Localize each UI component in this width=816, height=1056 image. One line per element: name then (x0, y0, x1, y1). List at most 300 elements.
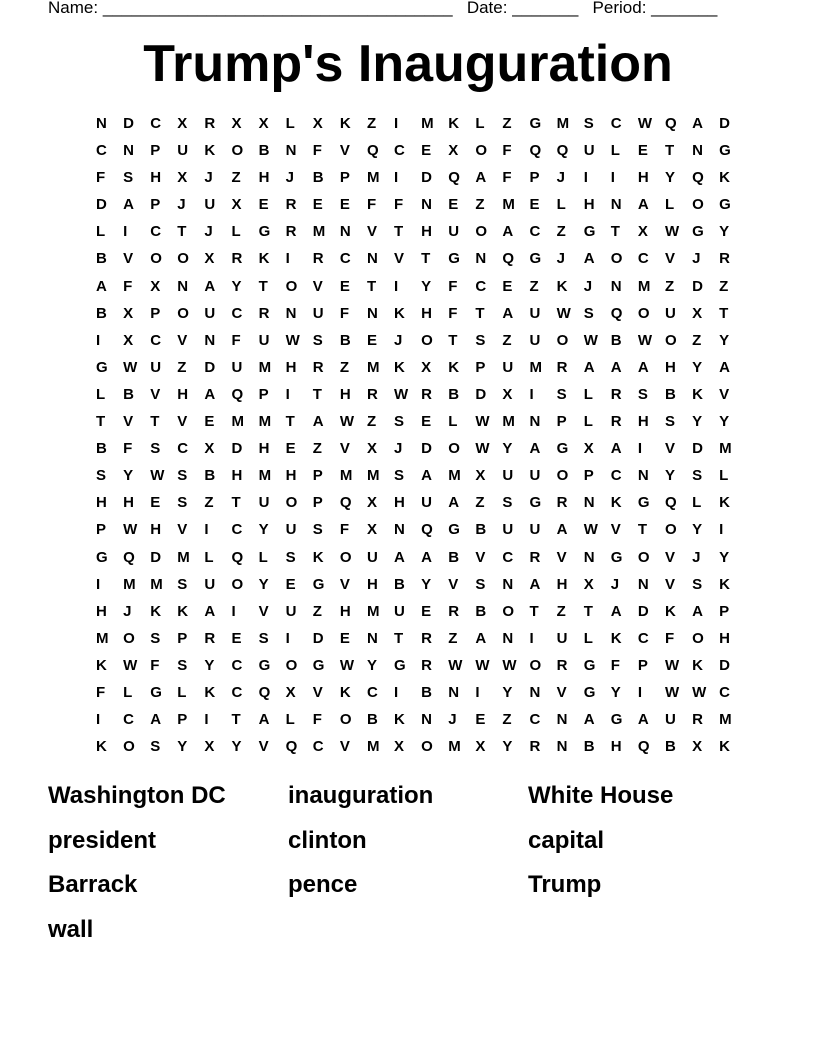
grid-letter: X (231, 115, 242, 132)
grid-letter: U (421, 494, 432, 512)
grid-letter: B (312, 169, 324, 187)
grid-letter: G (529, 115, 542, 132)
grid-letter: E (231, 629, 242, 647)
grid-letter: S (150, 440, 161, 458)
grid-letter: C (231, 683, 243, 701)
grid-letter: O (502, 602, 515, 620)
grid-letter: R (366, 385, 378, 403)
grid-letter: F (312, 142, 322, 160)
grid-letter: B (664, 385, 676, 403)
grid-letter: H (637, 169, 649, 187)
grid-letter: T (719, 304, 729, 322)
grid-letter: X (150, 277, 161, 295)
grid-letter: J (285, 169, 294, 187)
grid-letter: Z (204, 494, 214, 512)
grid-letter: H (258, 440, 270, 458)
grid-letter: P (529, 169, 540, 187)
grid-letter: G (637, 494, 650, 512)
grid-letter: S (177, 494, 188, 512)
grid-letter: K (719, 494, 730, 512)
grid-letter: T (231, 494, 241, 512)
grid-letter: O (177, 304, 189, 322)
grid-letter: I (394, 115, 399, 132)
grid-letter: S (177, 656, 188, 674)
grid-letter: Q (448, 169, 460, 187)
grid-letter: S (583, 304, 594, 322)
grid-letter: D (719, 115, 730, 132)
grid-letter: Q (231, 385, 244, 403)
grid-letter: Z (366, 115, 377, 132)
grid-letter: J (556, 169, 565, 187)
grid-letter: I (285, 385, 290, 403)
grid-letter: X (177, 169, 188, 187)
grid-letter: W (475, 656, 490, 674)
grid-letter: I (394, 277, 399, 295)
grid-letter: A (556, 521, 568, 539)
grid-letter: K (719, 169, 730, 187)
grid-letter: O (285, 494, 298, 512)
grid-letter: X (312, 115, 323, 132)
grid-letter: X (285, 683, 296, 701)
grid-letter: G (448, 521, 460, 539)
grid-letter: Y (231, 277, 242, 295)
grid-letter: Y (177, 738, 188, 756)
grid-letter: V (719, 385, 730, 403)
grid-letter: P (96, 521, 107, 539)
grid-letter: S (692, 467, 703, 485)
grid-letter: O (448, 440, 460, 458)
grid-letter: S (637, 385, 648, 403)
grid-letter: E (366, 331, 377, 349)
grid-letter: G (583, 656, 596, 674)
grid-letter: D (692, 440, 703, 458)
grid-letter: M (312, 223, 326, 241)
grid-letter: O (692, 196, 704, 214)
grid-letter: E (421, 413, 432, 431)
grid-letter: K (339, 683, 351, 701)
grid-letter: R (610, 413, 622, 431)
grid-letter: U (529, 467, 541, 485)
grid-letter: W (475, 440, 490, 458)
grid-letter: V (448, 575, 459, 593)
grid-letter: A (394, 548, 405, 566)
grid-letter: K (610, 629, 622, 647)
grid-letter: L (475, 115, 485, 132)
grid-letter: P (719, 602, 730, 620)
grid-letter: D (150, 548, 162, 566)
grid-letter: V (366, 223, 377, 241)
grid-letter: Z (719, 277, 729, 295)
grid-letter: G (312, 575, 325, 593)
grid-letter: V (312, 277, 323, 295)
word-list-item: clinton (288, 826, 367, 854)
grid-letter: S (664, 413, 675, 431)
grid-letter: E (529, 196, 540, 214)
grid-letter: P (637, 656, 648, 674)
grid-letter: W (664, 223, 680, 241)
grid-letter: N (421, 196, 432, 214)
grid-letter: H (421, 223, 432, 241)
grid-letter: A (637, 358, 649, 376)
grid-letter: V (177, 521, 188, 539)
grid-letter: M (719, 440, 732, 458)
grid-letter: H (583, 196, 595, 214)
grid-letter: E (637, 142, 648, 160)
grid-letter: F (502, 142, 512, 160)
grid-letter: Q (421, 521, 433, 539)
word-list (48, 780, 768, 958)
grid-letter: T (285, 413, 295, 431)
grid-letter: Z (177, 358, 187, 376)
grid-letter: P (177, 629, 188, 647)
grid-letter: K (448, 358, 460, 376)
grid-letter: E (150, 494, 161, 512)
grid-letter: B (96, 250, 107, 268)
word-list-item: wall (48, 915, 94, 943)
grid-letter: F (366, 196, 377, 214)
grid-letter: B (475, 521, 487, 539)
grid-letter: V (664, 575, 675, 593)
grid-letter: B (448, 548, 460, 566)
grid-letter: M (366, 358, 380, 376)
grid-letter: J (610, 575, 620, 593)
grid-letter: H (96, 494, 107, 512)
grid-letter: V (556, 548, 567, 566)
grid-letter: R (556, 358, 568, 376)
grid-letter: E (502, 277, 513, 295)
grid-letter: N (475, 250, 487, 268)
grid-letter: Z (529, 277, 539, 295)
grid-letter: W (123, 521, 138, 539)
grid-letter: Y (610, 683, 621, 701)
grid-letter: L (204, 548, 214, 566)
grid-letter: I (96, 575, 101, 593)
grid-letter: Z (366, 413, 377, 431)
grid-letter: N (637, 575, 649, 593)
grid-letter: H (123, 494, 134, 512)
grid-letter: J (204, 169, 213, 187)
grid-letter: N (96, 115, 107, 132)
grid-letter: N (692, 142, 703, 160)
grid-letter: U (231, 358, 243, 376)
grid-letter: T (231, 711, 241, 729)
grid-letter: M (177, 548, 190, 566)
grid-letter: H (231, 467, 243, 485)
grid-letter: N (502, 575, 514, 593)
grid-letter: N (204, 331, 216, 349)
grid-letter: J (394, 331, 403, 349)
grid-letter: D (204, 358, 216, 376)
grid-letter: Z (231, 169, 241, 187)
grid-letter: W (556, 304, 571, 322)
grid-letter: R (692, 711, 703, 729)
grid-letter: B (96, 304, 107, 322)
grid-letter: X (475, 467, 486, 485)
grid-letter: I (394, 169, 399, 187)
grid-letter: L (96, 385, 106, 403)
grid-letter: X (204, 738, 215, 756)
grid-letter: R (258, 304, 270, 322)
grid-letter: J (448, 711, 457, 729)
grid-letter: E (312, 196, 323, 214)
grid-letter: Y (719, 331, 730, 349)
grid-letter: R (421, 629, 432, 647)
grid-letter: C (231, 304, 243, 322)
grid-letter: X (637, 223, 648, 241)
grid-letter: V (177, 331, 188, 349)
grid-letter: F (123, 440, 133, 458)
grid-letter: O (421, 738, 433, 756)
grid-letter: V (339, 440, 350, 458)
grid-letter: O (150, 250, 162, 268)
grid-letter: Y (664, 467, 675, 485)
grid-letter: W (150, 467, 165, 485)
grid-letter: A (610, 358, 622, 376)
grid-letter: K (692, 656, 703, 674)
grid-letter: V (123, 413, 134, 431)
name-blank: _____________________________________ (102, 0, 453, 17)
grid-letter: T (312, 385, 322, 403)
grid-letter: E (475, 711, 486, 729)
grid-letter: R (448, 602, 460, 620)
grid-letter: Z (556, 602, 566, 620)
grid-letter: K (204, 142, 216, 160)
grid-letter: A (421, 467, 432, 485)
grid-letter: A (123, 196, 134, 214)
grid-letter: V (123, 250, 134, 268)
grid-letter: U (150, 358, 162, 376)
grid-letter: Q (637, 738, 650, 756)
grid-letter: H (258, 169, 270, 187)
word-list-item: Trump (528, 871, 602, 898)
grid-letter: L (123, 683, 133, 701)
grid-letter: A (502, 223, 514, 241)
grid-letter: U (258, 494, 270, 512)
grid-letter: R (285, 223, 297, 241)
grid-letter: S (502, 494, 513, 512)
grid-letter: F (231, 331, 241, 349)
grid-letter: B (421, 683, 432, 701)
grid-letter: H (285, 358, 297, 376)
grid-letter: M (366, 467, 380, 485)
grid-letter: G (610, 548, 623, 566)
grid-letter: S (150, 629, 161, 647)
grid-letter: O (285, 656, 298, 674)
grid-letter: K (312, 548, 324, 566)
grid-letter: L (583, 385, 593, 403)
grid-letter: B (394, 575, 405, 593)
grid-letter: X (177, 115, 188, 132)
grid-letter: V (664, 250, 675, 268)
grid-letter: W (123, 656, 138, 674)
grid-letter: R (610, 385, 622, 403)
grid-letter: C (475, 277, 487, 295)
grid-letter: I (394, 683, 399, 701)
grid-letter: Q (664, 115, 677, 132)
grid-letter: H (719, 629, 730, 647)
grid-letter: F (339, 304, 350, 322)
grid-letter: S (475, 575, 486, 593)
grid-letter: N (421, 711, 432, 729)
grid-letter: U (285, 521, 297, 539)
grid-letter: H (177, 385, 189, 403)
grid-letter: X (421, 358, 432, 376)
grid-letter: U (312, 304, 324, 322)
grid-letter: H (150, 521, 162, 539)
grid-letter: N (556, 738, 568, 756)
grid-letter: H (394, 494, 405, 512)
grid-letter: L (231, 223, 241, 241)
grid-letter: F (123, 277, 133, 295)
grid-letter: E (339, 277, 350, 295)
grid-letter: T (448, 331, 458, 349)
grid-letter: V (610, 521, 621, 539)
grid-letter: T (529, 602, 539, 620)
grid-letter: T (610, 223, 620, 241)
grid-letter: G (529, 250, 542, 268)
grid-letter: Y (692, 521, 703, 539)
grid-letter: K (394, 358, 405, 376)
grid-letter: N (285, 304, 297, 322)
grid-letter: T (258, 277, 268, 295)
grid-letter: E (285, 575, 296, 593)
grid-letter: U (502, 521, 514, 539)
grid-letter: Q (664, 494, 677, 512)
grid-letter: A (692, 602, 703, 620)
word-list-item: pence (288, 871, 358, 898)
grid-letter: C (529, 223, 541, 241)
grid-letter: K (610, 494, 622, 512)
grid-letter: D (421, 169, 432, 187)
grid-letter: L (692, 494, 702, 512)
grid-letter: G (258, 223, 271, 241)
grid-letter: N (502, 629, 514, 647)
grid-letter: C (366, 683, 378, 701)
grid-letter: X (692, 738, 703, 756)
grid-letter: W (123, 358, 138, 376)
grid-letter: B (366, 711, 378, 729)
grid-letter: P (177, 711, 188, 729)
grid-letter: K (556, 277, 568, 295)
grid-letter: A (421, 548, 432, 566)
grid-letter: U (204, 304, 216, 322)
grid-letter: G (692, 223, 704, 241)
grid-letter: O (475, 223, 487, 241)
grid-letter: V (475, 548, 486, 566)
grid-letter: O (637, 548, 650, 566)
grid-letter: L (556, 196, 566, 214)
grid-letter: I (204, 521, 209, 539)
grid-letter: V (312, 683, 323, 701)
grid-letter: S (475, 331, 486, 349)
grid-letter: K (96, 656, 107, 674)
grid-letter: I (529, 385, 534, 403)
grid-letter: G (448, 250, 460, 268)
grid-letter: Y (719, 413, 730, 431)
grid-letter: Z (312, 602, 322, 620)
grid-letter: W (664, 683, 680, 701)
grid-letter: A (448, 494, 460, 512)
grid-letter: I (231, 602, 236, 620)
grid-letter: U (664, 711, 676, 729)
grid-letter: Y (502, 440, 513, 458)
grid-letter: A (719, 358, 730, 376)
grid-letter: G (610, 711, 623, 729)
grid-letter: D (719, 656, 730, 674)
grid-letter: P (150, 196, 161, 214)
grid-letter: S (312, 521, 323, 539)
grid-letter: B (123, 385, 134, 403)
header-fields (48, 0, 717, 19)
grid-letter: Q (123, 548, 135, 566)
period-label: Period: (592, 0, 647, 17)
grid-letter: N (177, 277, 189, 295)
grid-letter: X (366, 494, 377, 512)
word-list-item: president (48, 826, 157, 854)
grid-letter: H (339, 602, 351, 620)
grid-letter: J (123, 602, 132, 620)
grid-letter: H (150, 169, 162, 187)
grid-letter: N (583, 548, 595, 566)
grid-letter: O (529, 656, 542, 674)
grid-letter: X (394, 738, 405, 756)
grid-letter: O (475, 142, 487, 160)
grid-letter: C (529, 711, 541, 729)
grid-letter: D (231, 440, 243, 458)
grid-letter: O (556, 467, 569, 485)
grid-letter: P (583, 467, 594, 485)
grid-letter: S (394, 413, 405, 431)
grid-letter: Q (529, 142, 542, 160)
grid-letter: E (339, 196, 350, 214)
grid-letter: V (339, 575, 350, 593)
grid-letter: O (692, 629, 704, 647)
grid-letter: Y (664, 169, 675, 187)
grid-letter: Z (502, 711, 512, 729)
grid-letter: K (150, 602, 162, 620)
grid-letter: N (529, 683, 541, 701)
grid-letter: Q (610, 304, 623, 322)
grid-letter: F (448, 277, 458, 295)
grid-letter: M (366, 169, 380, 187)
grid-letter: D (475, 385, 487, 403)
grid-letter: R (285, 196, 297, 214)
grid-letter: F (312, 711, 322, 729)
grid-letter: Y (692, 358, 703, 376)
grid-letter: Y (123, 467, 134, 485)
grid-letter: S (692, 575, 703, 593)
letter-grid (96, 114, 732, 764)
grid-letter: O (339, 711, 352, 729)
grid-letter: Q (231, 548, 244, 566)
grid-letter: R (556, 494, 568, 512)
grid-letter: U (556, 629, 568, 647)
grid-letter: S (556, 385, 567, 403)
grid-letter: M (448, 738, 461, 756)
grid-letter: A (583, 711, 595, 729)
grid-letter: X (231, 196, 242, 214)
grid-letter: Z (502, 331, 512, 349)
grid-letter: W (448, 656, 463, 674)
grid-letter: B (475, 602, 487, 620)
grid-letter: U (204, 196, 216, 214)
grid-letter: G (96, 358, 108, 376)
grid-letter: Y (502, 738, 513, 756)
grid-letter: O (664, 521, 677, 539)
grid-letter: B (96, 440, 107, 458)
grid-letter: D (692, 277, 703, 295)
grid-letter: L (583, 413, 593, 431)
